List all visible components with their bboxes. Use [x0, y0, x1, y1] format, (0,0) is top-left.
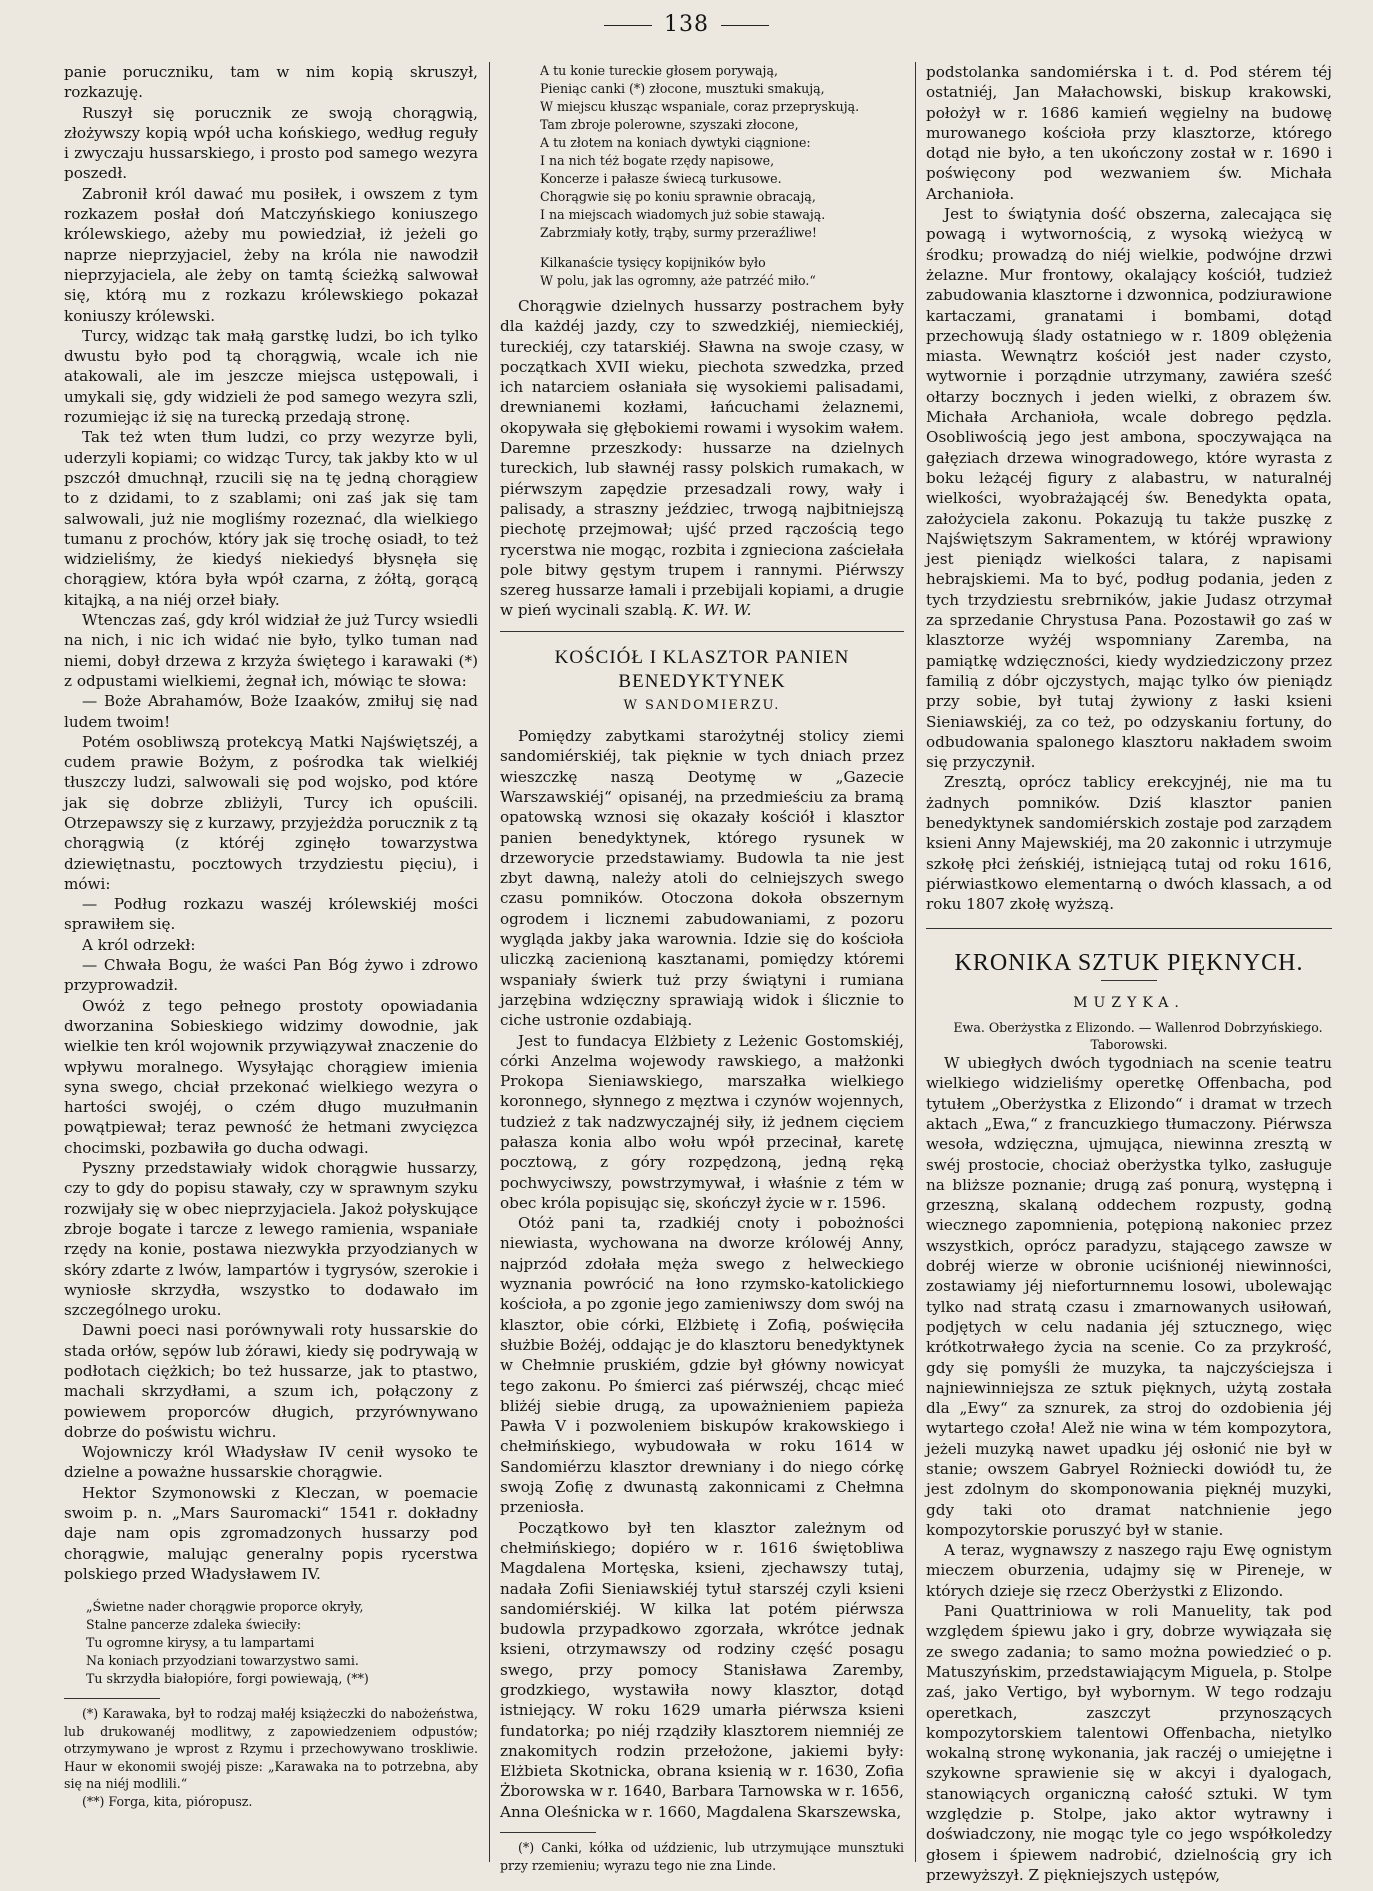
paragraph: podstolanka sandomiérska i t. d. Pod stérem téj ostatniéj, Jan Małachowski, biskup krakowski, położył w r. 1686 kamień węgielny na budowę murowanego kościoła przy klasztorze, którego dotąd nie było, a ten ukończony został w r. 1690 i poświęcony pod wezwaniem św. Michała Archanioła. [926, 63, 1332, 203]
paragraph: Hektor Szymonowski z Kleczan, w poemacie swoim p. n. „Mars Sauromacki“ 1541 r. dokładny daje nam opis zgromadzonych hussarzy pod chorągwie, malując generalny popis rycerstwa polskiego przed Władysławem IV. [64, 1483, 478, 1583]
verse-line: Tam zbroje polerowne, szyszaki złocone, [540, 117, 799, 132]
verse-line: W polu, jak las ogromny, aże patrzéć miło.“ [540, 273, 816, 288]
verse-line: Chorągwie się po koniu sprawnie obracają, [540, 189, 816, 204]
verse-line: Na koniach przyodziani towarzystwo sami. [86, 1653, 359, 1669]
paragraph: panie poruczniku, tam w nim kopią skruszył, rozkazuję. [64, 63, 478, 102]
paragraph: Pani Quattriniowa w roli Manuelity, tak pod względem śpiewu jako i gry, dobrze wywiązała się ze swego zadania; to samo można powiedzieć o p. Matuszyńskim, przedstawiającym Miguela, p. Stolpe zaś, jako Vertigo, był wybornym. W tego rodzaju operetkach, zaszczyt przynoszących kompozytorskiem talentowi Offenbacha, nietylko wokalną stronę wykonania, jak raczéj o umiejętne i szykowne sprawienie się w akcyi i dyalogach, stanowiących organiczną całość sztuki. W tym względzie p. Stolpe, jako aktor wytrawny i doświadczony, nie mogąc tyle co jego współkoledzy głosem i śpiewem nadrobić, dzielnością gry ich przewyższył. Z piękniejszych ustępów, [926, 1602, 1332, 1884]
page-number-right-dash [721, 25, 769, 26]
column-3 [926, 62, 1332, 1884]
paragraph: Pyszny przedstawiały widok chorągwie hussarzy, czy to gdy do popisu stawały, czy w sprawnym szyku rozwijały się w obec nieprzyjaciela. Jakoż połyskujące zbroje bogate i tarcze z lewego ramienia, wspaniałe rzędy na konie, postawa niezwykła przyodzianych w skóry zdarte z lwów, lampartów i tygrysów, szerokie i wyniosłe skrzydła, wszystko to dodawało im szczególnego uroku. [64, 1159, 478, 1320]
paragraph: Jest to fundacya Elżbiety z Leżenic Gostomskiéj, córki Anzelma wojewody rawskiego, a małżonki Prokopa Sieniawskiego, marszałka wielkiego koronnego, słynnego z męztwa i czynów wojennych, tudzież z tak nadzwyczajnéj siły, iż jednem cięciem pałasza konia albo wołu wpół przecinał, karetę pocztową, z góry rozpędzoną, jedną ręką pochwyciwszy, powstrzymywał, i właśnie z tém w obec króla popisując się, skończył życie w r. 1596. [500, 1031, 904, 1212]
page-number-text: 138 [664, 12, 709, 37]
title-rule [1101, 980, 1157, 981]
paragraph: A król odrzekł: [82, 935, 196, 954]
author-signature: K. Wł. W. [682, 601, 752, 620]
footnote: (*) Karawaka, był to rodzaj małéj książeczki do nabożeństwa, lub drukowanéj modlitwy, z zapowiedzeniem odpustów; otrzymywano je wprost z Rzymu i przechowywano troskliwie. Haur w ekonomii swojéj pisze: „Karawaka na to potrzebna, aby się na niéj modlili.“ [64, 1706, 478, 1792]
poem-quote [86, 1598, 478, 1688]
page-number [0, 12, 1373, 37]
section-title: KRONIKA SZTUK PIĘKNYCH. [954, 950, 1304, 977]
page-number-left-dash [604, 25, 652, 26]
paragraph: Tak też wten tłum ludzi, co przy wezyrze byli, uderzyli kopiami; co widząc Turcy, tak jakby kto w ul pszczół dmuchnął, rzucili się na tę jedną chorągiew to z dzidami, to z szablami; oni zaś jak się tam salwowali, już nie mogliśmy rozeznać, dla wielkiego tumanu z prochów, który jak się trochę osiadł, to też widzieliśmy, że kiedyś niekiedyś błysnęła się chorągiew, która była wpół czarna, z żółtą, gorącą kitajką, a na niéj orzeł biały. [64, 428, 478, 609]
verse-line: Tu skrzydła białopióre, forgi powiewają, (**) [86, 1671, 369, 1687]
verse-line: A tu złotem na koniach dywtyki ciągnione: [540, 135, 811, 150]
paragraph: Otóż pani ta, rzadkiéj cnoty i pobożności niewiasta, wychowana na dworze królowéj Anny, najprzód zdołała męża swego z helweckiego wyznania powrócić na łono rzymsko-katolickiego kościoła, a po zgonie jego zamieniwszy dom swój na klasztor, obie córki, Elżbietę i Zofią, poświęciła służbie Bożéj, oddając je do klasztoru benedyktynek w Chełmnie pruskiém, gdzie był główny nowicyat tego zakonu. Po śmierci zaś piérwszéj, chcąc mieć bliżéj siebie drugą, za upoważnieniem papieża Pawła V i pozwoleniem biskupów krakowskiego i chełmińskiego, wybudowała w roku 1614 w Sandomiérzu klasztor drewniany i do niego córkę swoją Zofię z dwunastą zakonnicami z Chełmna przeniosła. [500, 1214, 904, 1517]
paragraph: Owóż z tego pełnego prostoty opowiadania dworzanina Sobieskiego widzimy dowodnie, jak wielkie ten król wojownik przywiązywał znaczenie do wpływu moralnego. Wysyłając chorągiew imienia syna swego, chciał przekonać wielkiego wezyra o hartości swojéj, o czém długo muzułmanin powątpiewał; teraz pewność że hetmani zwycięzca chocimski, pozbawiła go ducha odwagi. [64, 996, 478, 1157]
paragraph: Początkowo był ten klasztor zależnym od chełmińskiego; dopiéro w r. 1616 świętobliwa Magdalena Mortęska, ksieni, zjechawszy tutaj, nadała Zofii Sieniawskiéj tytuł starszéj czyli ksieni sandomiérskiéj. W kilka lat potém piérwsza budowla przypadkowo zgorzała, wkrótce jednak ksieni, otrzymawszy od rodziny część posagu swego, przy pomocy Stanisława Zaremby, grodzkiego, wystawiła nowy klasztor, dotąd istniejący. W roku 1629 umarła piérwsza ksieni fundatorka; po niéj rządziły klasztorem niemniéj ze znakomitych rodzin przełożone, jakiemi były: Elżbieta Skotnicka, obrana ksienią w r. 1630, Zofia Żborowska w r. 1640, Barbara Tarnowska w r. 1656, Anna Oleśnicka w r. 1660, Magdalena Skarszewska, [500, 1518, 904, 1821]
paragraph: — Chwała Bogu, że waści Pan Bóg żywo i zdrowo przyprowadził. [64, 956, 478, 995]
verse-line: Zabrzmiały kotły, trąby, surmy przeraźliwe! [540, 225, 817, 240]
paragraph: Zresztą, oprócz tablicy erekcyjnéj, nie ma tu żadnych pomników. Dziś klasztor panien benedyktynek sandomiérskich zostaje pod zarządem ksieni Anny Majewskiéj, ma 20 zakonnic i utrzymuje szkołę płci żeńskiéj, istniejącą tutaj od roku 1616, piérwiastkowo elementarną o dwóch klassach, a od roku 1807 zkołę wyższą. [926, 773, 1332, 914]
article-subtitle: W SANDOMIERZU. [623, 697, 781, 713]
paragraph: Ruszył się porucznik ze swoją chorągwią, złożywszy kopią wpół ucha końskiego, według reguły i zwyczaju hussarskiego, i prosto pod samego wezyra poszedł. [64, 103, 478, 183]
paragraph: Turcy, widząc tak małą garstkę ludzi, bo ich tylko dwustu było pod tą chorągwią, wcale ich nie atakowali, ale im jeszcze miejsca ustępowali, i umykali się, gdy widzieli że pod samego wezyra szli, rozumiejąc iż się na turecką przedają stronę. [64, 326, 478, 427]
performance-list: Ewa. Oberżystka z Elizondo. — Wallenrod Dobrzyńskiego. Taborowski. [953, 1020, 1323, 1053]
verse-line: I na miejscach wiadomych już sobie stawają. [540, 207, 826, 222]
footnote: (*) Canki, kółka od uździenic, lub utrzymujące munsztuki przy rzemieniu; wyrazu tego nie zna Linde. [500, 1840, 904, 1873]
paragraph: — Boże Abrahamów, Boże Izaaków, zmiłuj się nad ludem twoim! [64, 692, 478, 731]
music-heading: MUZYKA. [1073, 994, 1185, 1011]
paragraph: Wojowniczy król Władysław IV cenił wysoko te dzielne a poważne hussarskie chorągwie. [64, 1443, 478, 1482]
section-separator [926, 928, 1332, 929]
verse-gap [540, 242, 904, 254]
column-2 [500, 62, 904, 1873]
verse-line: „Świetne nader chorągwie proporce okryły, [86, 1599, 364, 1615]
poem-continuation [540, 62, 904, 290]
section-separator [500, 631, 904, 632]
footnote-separator [500, 1832, 596, 1833]
verse-line: Koncerze i pałasze świecą turkusowe. [540, 171, 782, 186]
paragraph [500, 296, 904, 621]
verse-line: A tu konie tureckie głosem porywają, [540, 63, 778, 78]
verse-line: Pieniąc canki (*) złocone, musztuki smakują, [540, 81, 825, 96]
paragraph-text: Chorągwie dzielnych hussarzy postrachem były dla każdéj jazdy, czy to szwedzkiéj, niemieckiéj, tureckiéj, czy tatarskiéj. Sławna na swoje czasy, w początkach XVII wieku, piechota szwedzka, przed ich natarciem osłaniała się wysokiemi palisadami, drewnianemi kozłami, łańcuchami żelaznemi, okopywała się głębokiemi rowami i wysokim wałem. Daremne przeszkody: hussarze na dzielnych tureckich, lub sławnéj rassy polskich rumakach, w piérwszym zapędzie przesadzali rowy, wały i palisady, a straszny jeździec, trwogą najbitniejszą piechotę przejmował; ujść przed rączością tego rycerstwa nie mogąc, rozbita i zgnieciona zaściełała pole bitwy gęstym trupem i rannymi. Piérwszy szereg hussarze łamali i przebijali kopiami, a drugie w pień wycinali szablą. [500, 297, 904, 620]
paragraph: Zabronił król dawać mu posiłek, i owszem z tym rozkazem posłał doń Matczyńskiego koniuszego królewskiego, ażeby mu powiedział, iż jeżeli go naprze nieprzyjaciel, żeby na króla nie nawodził nieprzyjaciela, ale żeby on tamtą ścieżką salwował się, którą mu z rozkazu królewskiego pokazał koniuszy królewski. [64, 184, 478, 325]
verse-line: W miejscu kłusząc wspaniale, coraz przepryskują. [540, 99, 860, 114]
paragraph: Jest to świątynia dość obszerna, zalecająca się powagą i wytwornością, z wysoką wieżycą w środku; prowadzą do niéj wielkie, podwójne drzwi żelazne. Mur frontowy, okalający kościół, tudzież zabudowania klasztorne i dzwonnica, podziurawione kartaczami, granatami i bombami, dotąd przechowują ślady ostatniego w r. 1809 oblężenia miasta. Wewnątrz kościół jest nader czysto, wytwornie i porządnie utrzymany, zawiéra sześć ołtarzy bocznych i jeden wielki, z obrazem św. Michała Archanioła, wcale dobrego pędzla. Osobliwością jego jest ambona, spoczywająca na gałęziach drzewa winogradowego, które wyrasta z boku leżącéj figury z alabastru, w naturalnéj wielkości, wyobrażającéj św. Benedykta opata, założyciela zakonu. Pokazują tu także puszkę z Najświętszym Sakramentem, w któréj wprawiony jest pieniądz wielkości talara, z napisami hebrajskiemi. Ma to być, podług podania, jeden z tych trzydziestu srebrników, jakie Judasz otrzymał za sprzedanie Chrystusa Pana. Pozostawił go zaś w klasztorze wyżéj wspomniany Zaremba, na pamiątkę wdzięczności, kiedy wydziedziczony przez familią z dóbr ojczystych, mając tylko ów pieniądz przy sobie, był tutaj żywiony z łaski ksieni Sieniawskiéj, za co też, po odzyskaniu fortuny, do odbudowania spalonego klasztoru nakładem swoim się przyczynił. [926, 205, 1332, 772]
paragraph: Pomiędzy zabytkami starożytnéj stolicy ziemi sandomiérskiéj, tak pięknie w tych dniach przez wieszczkę naszą Deotymę w „Gazecie Warszawskiéj“ opisanéj, na przedmieściu za bramą opatowską wznosi się okazały kościół i klasztor panien benedyktynek, którego rysunek w drzeworycie przedstawiamy. Budowla ta nie jest zbyt dawną, należy atoli do celniejszych swego czasu pomników. Otoczona dokoła obszernym ogrodem i licznemi zabudowaniami, z pozoru wygląda jakby jaka warownia. Idzie się do kościoła uliczką zacienioną kasztanami, pomiędzy któremi wspaniały świerk tuż przy świątyni i rumiana jarzębina wdzięczny sprawiają widok i ślicznie to ciche ustronie ozdabiają. [500, 727, 904, 1030]
footnote-separator [64, 1698, 160, 1699]
column-divider-1 [489, 62, 490, 1862]
verse-line: I na nich téż bogate rzędy napisowe, [540, 153, 775, 168]
column-1 [64, 62, 478, 1862]
paragraph: Wtenczas zaś, gdy król widział że już Turcy wsiedli na nich, i nic ich widać nie było, tylko tuman nad niemi, dobył drzewa z krzyża świętego i karawaki (*) z odpustami wielkiemi, żegnał ich, mówiąc te słowa: [64, 611, 478, 690]
paragraph: A teraz, wygnawszy z naszego raju Ewę ognistym mieczem oburzenia, udajmy się w Pireneje, w których dzieje się rzecz Oberżystki z Elizondo. [926, 1541, 1332, 1600]
verse-line: Kilkanaście tysięcy kopijników było [540, 255, 766, 270]
paragraph: W ubiegłych dwóch tygodniach na scenie teatru wielkiego widzieliśmy operetkę Offenbacha, pod tytułem „Oberżystka z Elizondo“ i dramat w trzech aktach „Ewa,“ z francuzkiego tłumaczony. Piérwsza wesoła, wdzięczna, ujmująca, niewinna zresztą w swéj prostocie, chociaż oberżystka tylko, zasługuje na bliższe poznanie; drugą zaś ponurą, występną i grzeszną, skalaną oddechem rozpusty, godną wiecznego zapomnienia, potępioną nakoniec przez wszystkich, oprócz paradyzu, stającego zawsze w dobréj wierze w obronie uciśnionéj niewinności, zostawiamy jéj nieforturnnemu losowi, ubolewając tylko nad stratą czasu i zmarnowanych usiłowań, podjętych w celu nadania jéj sztucznego, więc krótkotrwałego życia na scenie. Co za przykrość, gdy się pomyśli że muzyka, ta najczyściejsza i najniewinniejsza ze sztuk pięknych, użytą została dla „Ewy“ za sznurek, za stroj do ozdobienia jéj wytartego czoła! Alež nie wina w tém kompozytora, jeżeli muzyką nawet upadku jéj osłonić nie był w stanie; owszem Gabryel Rożniecki dowiódł tu, że jest zdolnym do skomponowania pięknéj muzyki, gdy taki oto dramat natchnienie jego kompozytorskie poruszyć był w stanie. [926, 1054, 1332, 1539]
paragraph: Dawni poeci nasi porównywali roty hussarskie do stada orłów, sępów lub żórawi, kiedy się podrywają w podłotach ciężkich; bo też hussarze, jak to ptastwo, machali skrzydłami, a szum ich, połączony z powiewem proporców długich, przyrównywano dobrze do poświstu wichru. [64, 1321, 478, 1441]
verse-line: Stalne pancerze zdaleka świeciły: [86, 1617, 302, 1633]
paragraph: Potém osobliwszą protekcyą Matki Najświętszéj, a cudem prawie Bożym, z pośrodka tak wielkiéj tłuszczy ludzi, salwowali się pod wojsko, pod które jak się dobrze zbliżyli, Turcy ich opuścili. Otrzepawszy się z kurzawy, przyjeżdża porucznik z tą chorągwią (z któréj zginęło towarzystwa dziewiętnastu, pocztowych trzydziestu pięciu), i mówi: [64, 732, 478, 893]
column-divider-2 [915, 62, 916, 1862]
footnote: (**) Forga, kita, pióropusz. [82, 1793, 253, 1809]
article-title: KOŚCIÓŁ I KLASZTOR PANIEN BENEDYKTYNEK [554, 646, 850, 692]
paragraph: — Podług rozkazu waszéj królewskiéj mości sprawiłem się. [64, 895, 478, 934]
verse-line: Tu ogromne kirysy, a tu lampartami [86, 1635, 315, 1651]
